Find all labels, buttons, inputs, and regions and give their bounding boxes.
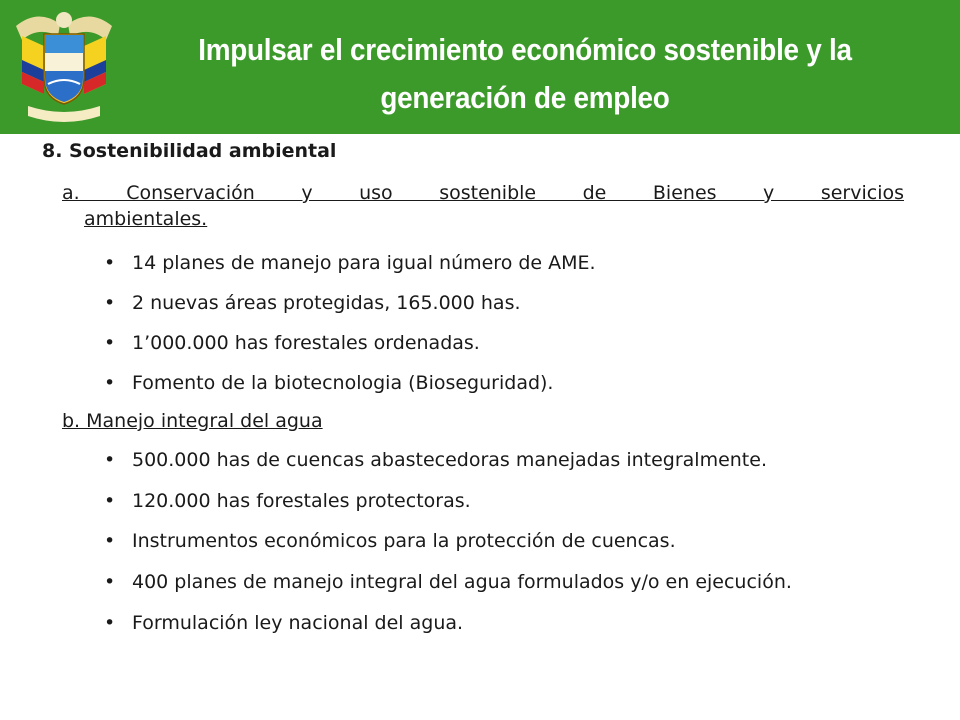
list-item: • 2 nuevas áreas protegidas, 165.000 has.	[104, 288, 904, 319]
subsection-a-title-line-2: ambientales.	[84, 208, 208, 230]
bullet-icon: •	[104, 252, 116, 274]
list-item: • Formulación ley nacional del agua.	[104, 608, 904, 639]
bullet-icon: •	[104, 612, 116, 634]
list-item: • Fomento de la biotecnologia (Bioseguridad).	[104, 368, 904, 399]
list-item: • 120.000 has forestales protectoras.	[104, 486, 904, 517]
bullet-icon: •	[104, 372, 116, 394]
list-item: • 400 planes de manejo integral del agua formulados y/o en ejecución.	[104, 566, 904, 599]
page-title	[165, 26, 885, 122]
bullet-icon: •	[104, 449, 116, 471]
bullet-icon: •	[104, 332, 116, 354]
subsection-b-bullet-list	[104, 444, 904, 648]
subsection-a-bullet-list	[104, 248, 904, 408]
section-heading: 8. Sostenibilidad ambiental	[42, 140, 337, 162]
list-item: • Instrumentos económicos para la protección de cuencas.	[104, 526, 904, 557]
coat-of-arms-icon	[8, 6, 120, 128]
list-item: • 14 planes de manejo para igual número de AME.	[104, 248, 904, 279]
subsection-a-title	[62, 180, 904, 232]
bullet-icon: •	[104, 292, 116, 314]
bullet-icon: •	[104, 530, 116, 552]
subsection-a-title-line-1: a. Conservación y uso sostenible de Bienes y servicios	[62, 182, 904, 204]
list-item: • 500.000 has de cuencas abastecedoras manejadas integralmente.	[104, 444, 904, 477]
page-title-line-1: Impulsar el crecimiento económico sostenible y la	[198, 32, 852, 67]
page-title-line-2: generación de empleo	[380, 80, 670, 115]
subsection-b-title: b. Manejo integral del agua	[62, 410, 323, 432]
title-banner	[0, 0, 960, 134]
bullet-icon: •	[104, 571, 116, 593]
list-item: • 1’000.000 has forestales ordenadas.	[104, 328, 904, 359]
bullet-icon: •	[104, 490, 116, 512]
